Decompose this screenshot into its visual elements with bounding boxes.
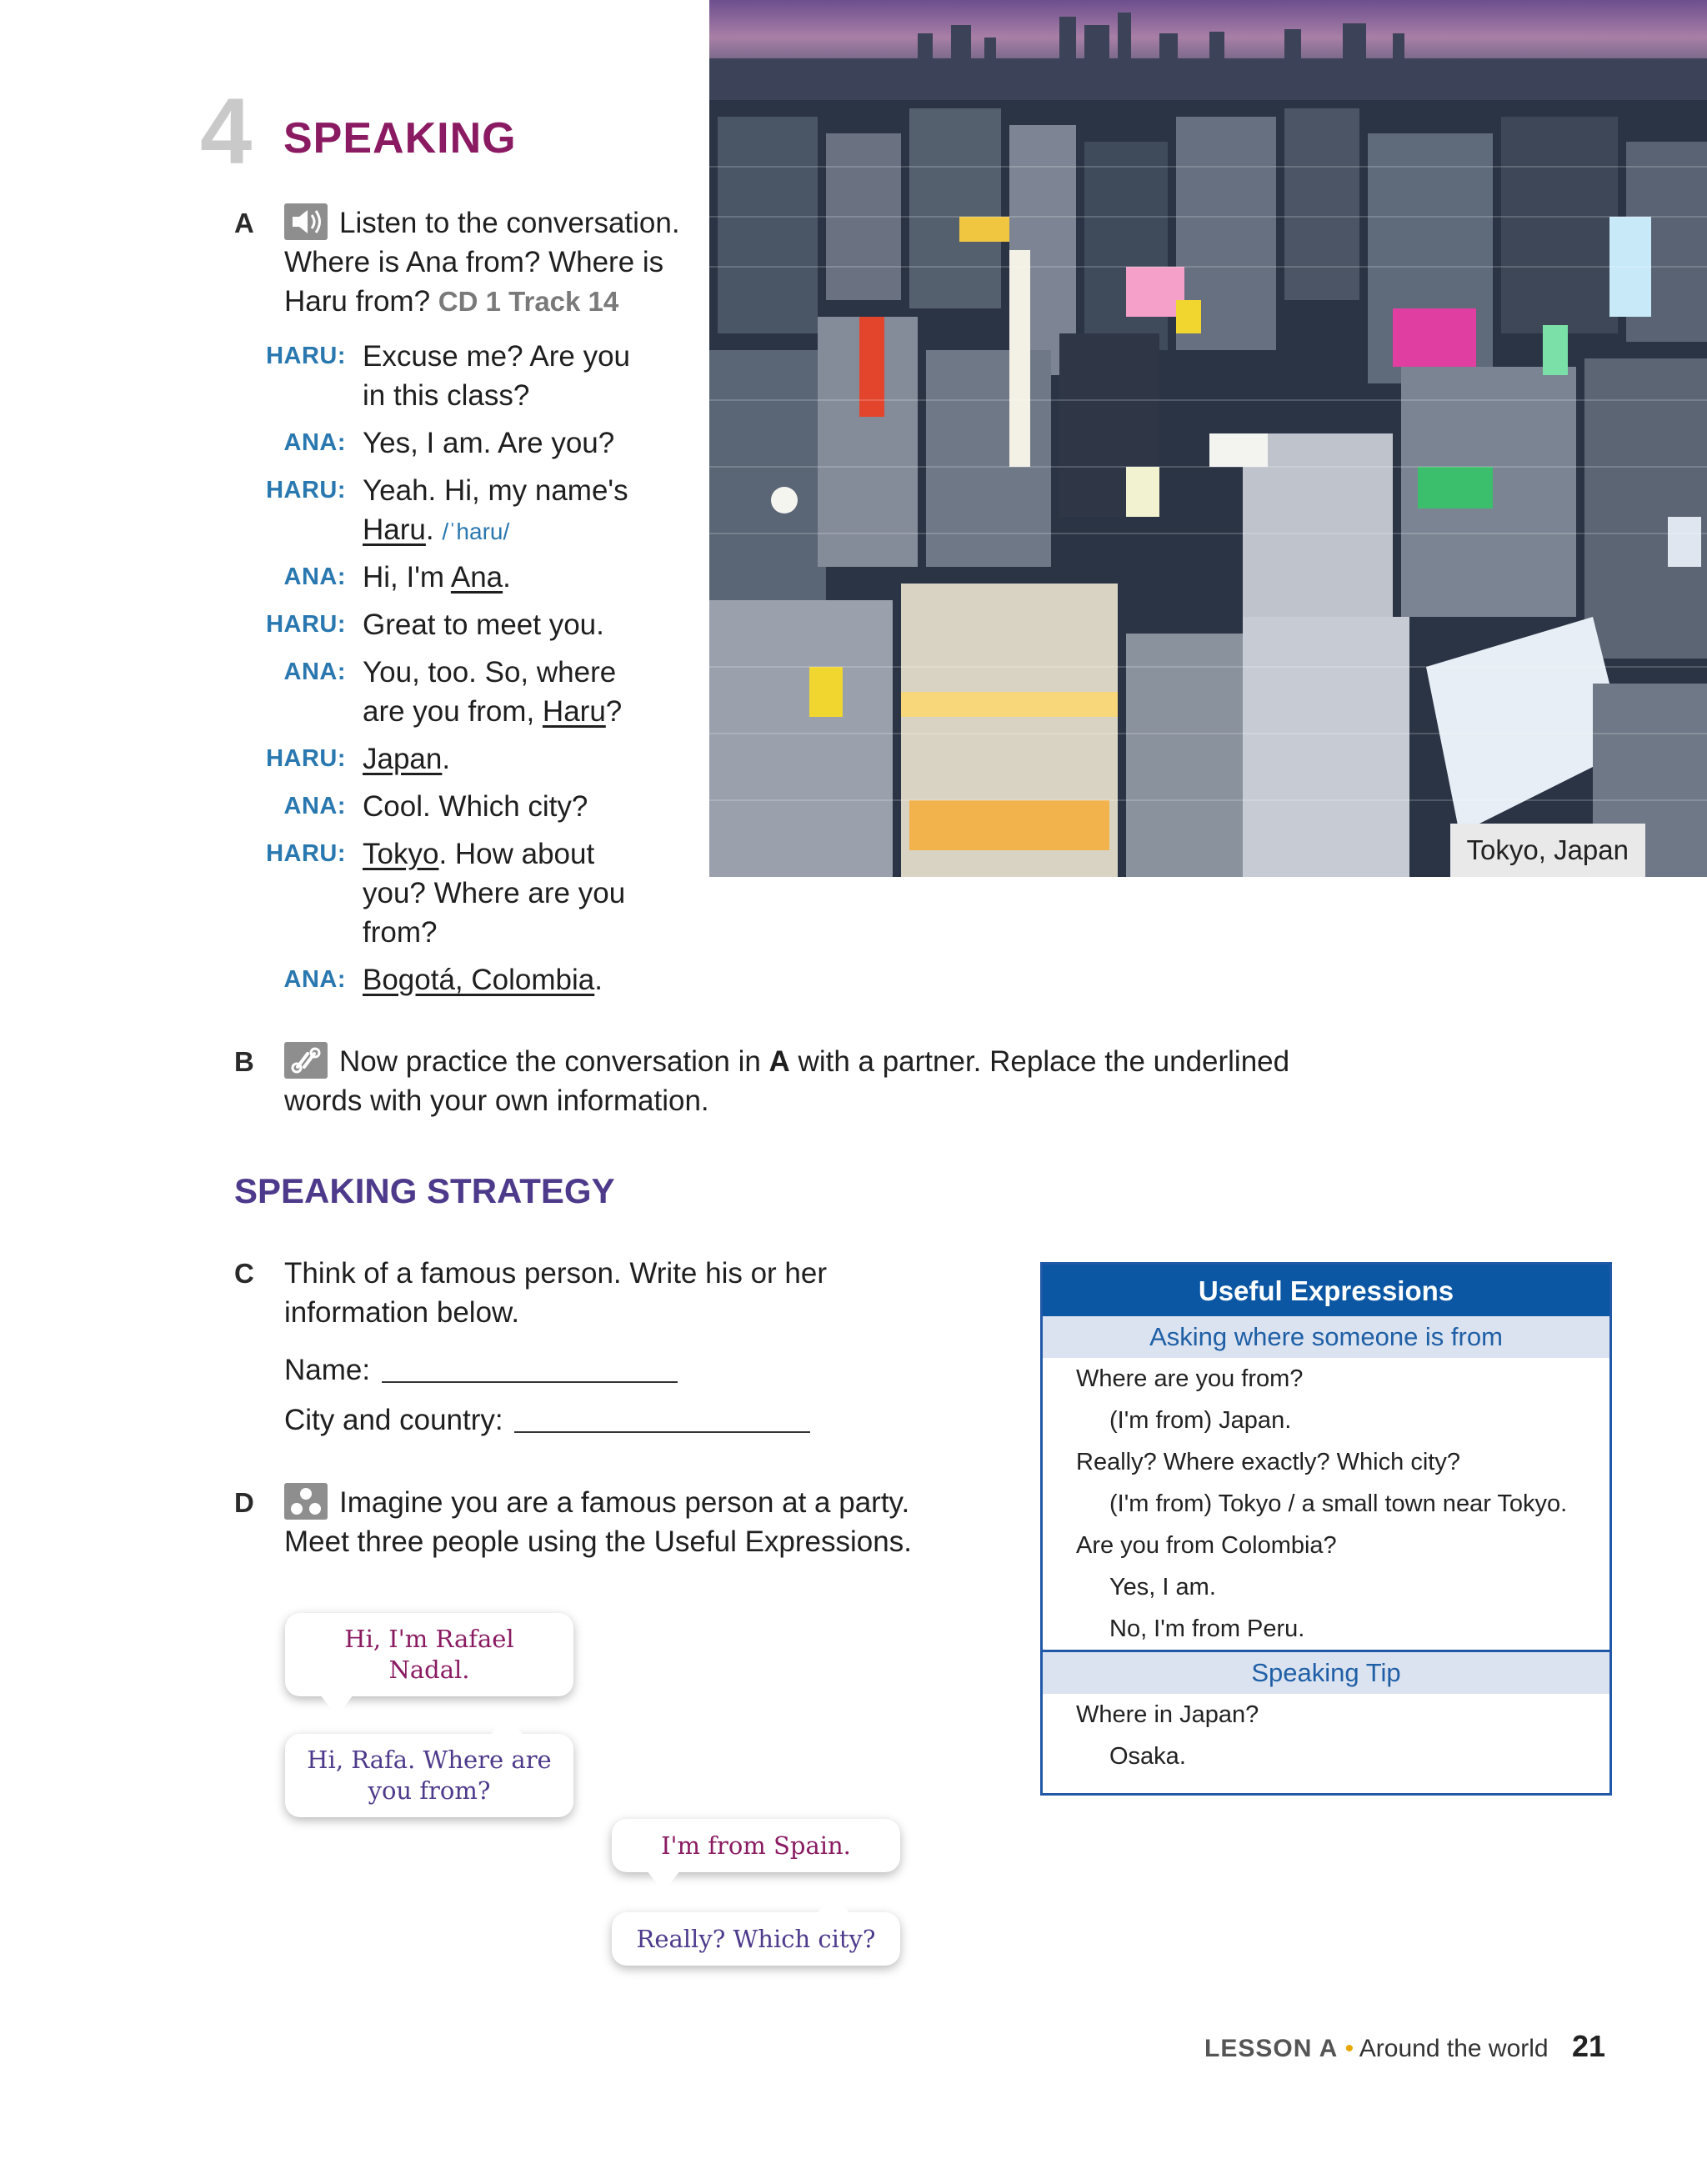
instruction-line: Haru from? [284, 285, 431, 318]
expression-line: Really? Where exactly? Which city? [1076, 1449, 1460, 1475]
photo-caption: Tokyo, Japan [1450, 824, 1645, 877]
speaker-label: ANA: [283, 659, 346, 685]
page-footer [1204, 2026, 1605, 2070]
underlined-name: Bogotá, Colombia [363, 964, 595, 996]
expression-line: (I'm from) Japan. [1109, 1407, 1292, 1434]
activity-d-letter: D [234, 1487, 254, 1518]
dialogue-text: Yeah. Hi, my name's Haru. /ˈharu/ [363, 474, 628, 546]
phonetic: /ˈharu/ [442, 518, 510, 544]
expression-line: Yes, I am. [1109, 1574, 1216, 1600]
dialogue-text: Bogotá, Colombia. [363, 964, 603, 996]
speaker-label: HARU: [266, 745, 346, 772]
section-number: 4 [200, 79, 249, 183]
dialogue-text: Tokyo. How about you? Where are you from? [363, 838, 626, 949]
bubble-tail [817, 1892, 850, 1914]
city-photo [709, 0, 1707, 877]
underlined-name: Tokyo [363, 838, 439, 870]
bubble-tail [490, 1714, 523, 1736]
underlined-name: Haru [363, 513, 426, 546]
city-field-row [284, 1400, 810, 1440]
bubble-tail [647, 1871, 680, 1892]
dialogue-text: Great to meet you. [363, 609, 604, 641]
activity-c-instruction: Think of a famous person. Write his or her information below. [284, 1257, 828, 1329]
activity-c-letter: C [234, 1258, 254, 1289]
speaker-label: ANA: [283, 429, 346, 456]
tip-line: Where in Japan? [1076, 1701, 1259, 1728]
bubble-tail [320, 1695, 353, 1716]
activity-a-letter: A [234, 208, 254, 238]
instruction-line: Listen to the conversation. [339, 207, 680, 239]
strategy-heading: SPEAKING STRATEGY [234, 1171, 615, 1210]
city-illustration [709, 0, 1707, 877]
speech-bubble: Really? Which city? [612, 1912, 900, 1966]
activity-b-instruction: Now practice the conversation in A with a partner. Replace the underlined words with your own information. [284, 1042, 1368, 1120]
dialogue-text: Yes, I am. Are you? [363, 427, 615, 459]
expression-line: Are you from Colombia? [1076, 1532, 1337, 1559]
speech-bubble: Hi, I'm Rafael Nadal. [285, 1613, 573, 1696]
section-title: SPEAKING [283, 114, 517, 163]
name-blank[interactable] [382, 1353, 678, 1383]
dialogue-text: You, too. So, where are you from, Haru? [363, 656, 623, 728]
lesson-label: LESSON A [1204, 2035, 1339, 2062]
name-field-row [284, 1350, 678, 1390]
speaker-label: HARU: [266, 343, 346, 369]
instruction-line: Where is Ana from? Where is [284, 246, 664, 278]
dialogue-text: Hi, I'm Ana. [363, 561, 511, 594]
group-work-icon [284, 1483, 328, 1520]
expression-line: No, I'm from Peru. [1109, 1615, 1305, 1642]
speech-bubble: Hi, Rafa. Where are you from? [285, 1734, 573, 1817]
city-blank[interactable] [514, 1403, 810, 1433]
dialogue-text: Cool. Which city? [363, 790, 588, 823]
name-label: Name: [284, 1354, 371, 1386]
speaker-label: ANA: [283, 966, 346, 993]
speaker-label: HARU: [266, 477, 346, 503]
dialogue-text: Japan. [363, 743, 451, 775]
pair-work-icon [284, 1042, 328, 1079]
speaker-label: ANA: [283, 793, 346, 819]
underlined-name: Haru [542, 695, 606, 728]
track-label: CD 1 Track 14 [438, 286, 619, 317]
useful-expressions-box [1040, 1262, 1612, 1796]
audio-icon[interactable] [284, 203, 328, 240]
activity-b-letter: B [234, 1046, 254, 1077]
underlined-name: Japan [363, 743, 443, 775]
speaker-label: ANA: [283, 564, 346, 590]
lesson-topic: Around the world [1359, 2035, 1549, 2062]
activity-a-instruction [284, 203, 701, 321]
dialogue [0, 337, 708, 1004]
speaking-tip-subhead: Speaking Tip [1043, 1652, 1609, 1694]
speaker-label: HARU: [266, 611, 346, 638]
dialogue-text: Excuse me? Are you in this class? [363, 340, 630, 412]
expression-line: Where are you from? [1076, 1365, 1304, 1392]
speech-bubble: I'm from Spain. [612, 1819, 900, 1872]
bullet-dot: • [1344, 2035, 1354, 2062]
tip-line: Osaka. [1109, 1743, 1186, 1770]
underlined-name: Ana [450, 561, 503, 594]
activity-d-instruction: Imagine you are a famous person at a party. Meet three people using the Useful Expressions. [284, 1483, 1034, 1561]
speaker-label: HARU: [266, 840, 346, 867]
useful-expressions-title: Useful Expressions [1043, 1265, 1609, 1316]
useful-expressions-subhead: Asking where someone is from [1043, 1316, 1609, 1358]
expression-line: (I'm from) Tokyo / a small town near Tokyo. [1109, 1490, 1568, 1517]
city-label: City and country: [284, 1404, 503, 1436]
page-number: 21 [1571, 2029, 1605, 2063]
